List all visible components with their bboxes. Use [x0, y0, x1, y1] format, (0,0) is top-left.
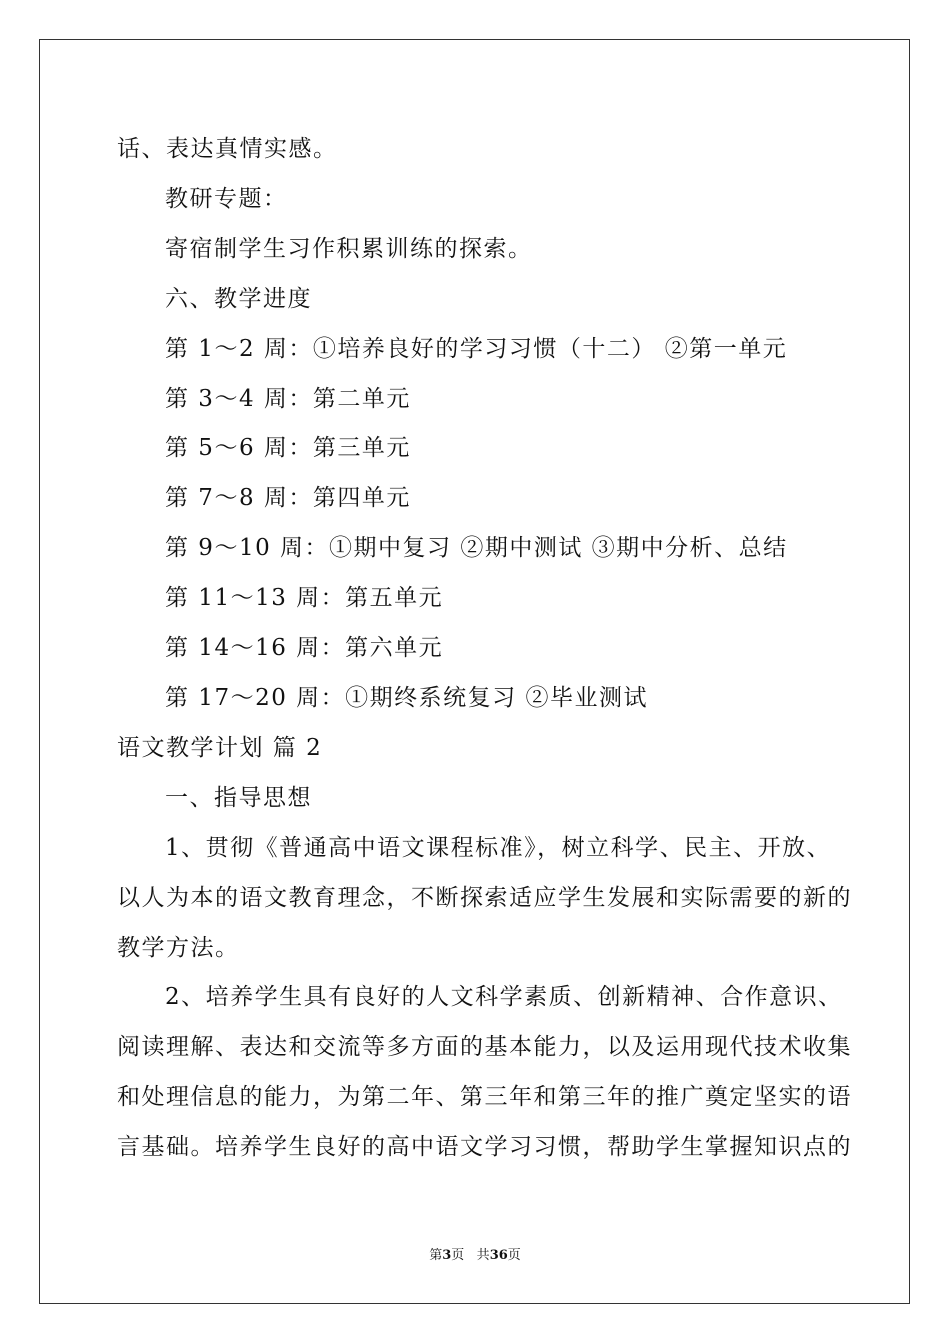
- page-border: [39, 39, 910, 1304]
- schedule-item: 第 17～20 周：①期终系统复习 ②毕业测试: [165, 685, 648, 711]
- page-prefix: 第: [429, 1248, 443, 1263]
- paragraph-line: 言基础。培养学生良好的高中语文学习习惯，帮助学生掌握知识点的: [117, 1134, 852, 1160]
- schedule-item: 第 11～13 周：第五单元: [165, 585, 444, 611]
- page-number: 3: [442, 1248, 452, 1263]
- schedule-item: 第 3～4 周：第二单元: [165, 386, 411, 412]
- paragraph-line: 1、贯彻《普通高中语文课程标准》，树立科学、民主、开放、: [165, 835, 832, 861]
- paragraph-line: 阅读理解、表达和交流等多方面的基本能力，以及运用现代技术收集: [117, 1034, 852, 1060]
- total-suffix: 页: [507, 1248, 521, 1263]
- body-line: 寄宿制学生习作积累训练的探索。: [165, 236, 533, 262]
- schedule-item: 第 5～6 周：第三单元: [165, 435, 411, 461]
- total-prefix: 共: [476, 1248, 490, 1263]
- paragraph-line: 教学方法。: [117, 935, 240, 961]
- article-title: 语文教学计划 篇 2: [117, 735, 323, 761]
- section-heading-schedule: 六、教学进度: [165, 286, 312, 312]
- schedule-item: 第 14～16 周：第六单元: [165, 635, 444, 661]
- paragraph-line: 2、培养学生具有良好的人文科学素质、创新精神、合作意识、: [165, 984, 843, 1010]
- paragraph-line: 以人为本的语文教育理念，不断探索适应学生发展和实际需要的新的: [117, 885, 852, 911]
- page-footer: [0, 1247, 950, 1265]
- paragraph-line: 和处理信息的能力，为第二年、第三年和第三年的推广奠定坚实的语: [117, 1084, 852, 1110]
- subheading-research-topic: 教研专题：: [165, 186, 288, 212]
- total-pages: 36: [489, 1248, 508, 1263]
- section-heading-guiding-idea: 一、指导思想: [165, 785, 312, 811]
- page-suffix: 页: [451, 1248, 465, 1263]
- schedule-item: 第 9～10 周：①期中复习 ②期中测试 ③期中分析、总结: [165, 535, 788, 561]
- body-line: 话、表达真情实感。: [117, 136, 338, 162]
- schedule-item: 第 7～8 周：第四单元: [165, 485, 411, 511]
- schedule-item: 第 1～2 周：①培养良好的学习习惯（十二） ②第一单元: [165, 336, 788, 362]
